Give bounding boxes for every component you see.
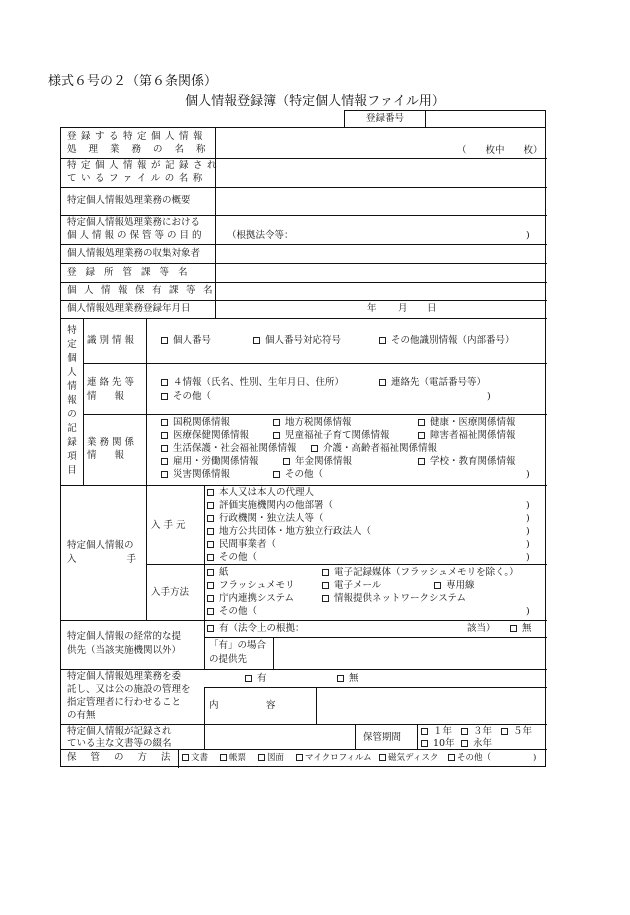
period-permanent[interactable]: 永年 bbox=[461, 738, 492, 750]
legal-basis-close: ) bbox=[526, 230, 530, 241]
date-day: 日 bbox=[427, 303, 437, 314]
method-label: 入手方法 bbox=[151, 587, 190, 598]
option-national-tax[interactable]: 国税関係情報 bbox=[161, 417, 230, 429]
registration-form-table bbox=[60, 127, 546, 767]
documents-label: 特定個人情報が記録され bbox=[67, 726, 172, 737]
source-close-4: ) bbox=[526, 539, 530, 550]
provision-label-2: 供先（当該実施機関以外） bbox=[67, 645, 182, 656]
identification-info-label: 識別情報 bbox=[87, 335, 138, 346]
collection-target-label: 個人情報処理業務の収集対象者 bbox=[67, 248, 201, 259]
sheet-count: （ 枚中 枚） bbox=[457, 145, 543, 156]
option-employment[interactable]: 雇用・労働関係情報 bbox=[161, 456, 259, 468]
retention-period-label: 保管期間 bbox=[363, 732, 402, 743]
outsourcing-label: 特定個人情報処理業務を委 bbox=[67, 671, 182, 682]
registration-date-label: 個人情報処理業務登録年月日 bbox=[67, 303, 191, 314]
source-admin-agency[interactable]: 行政機関・独立法人等（ bbox=[207, 513, 324, 525]
method-other-close: ) bbox=[526, 606, 530, 617]
provision-label: 特定個人情報の経常的な提 bbox=[67, 631, 182, 642]
method-other[interactable]: その他（ bbox=[207, 606, 257, 618]
option-disability-welfare[interactable]: 障害者福祉関係情報 bbox=[418, 430, 516, 442]
storage-microfilm[interactable]: マイクロフィルム bbox=[296, 752, 372, 764]
storage-form[interactable]: 帳票 bbox=[220, 752, 246, 764]
storage-other-close: ) bbox=[533, 753, 537, 763]
outsourcing-yes[interactable]: 有 bbox=[245, 673, 267, 685]
outsourcing-no[interactable]: 無 bbox=[337, 673, 359, 685]
method-electronic-media[interactable]: 電子記録媒体（フラッシュメモリを除く。） bbox=[322, 567, 519, 579]
outsourcing-label-2: 託し、又は公の施設の管理を bbox=[67, 684, 191, 695]
source-close-1: ) bbox=[526, 500, 530, 511]
acquisition-label: 特定個人情報の bbox=[67, 540, 134, 551]
business-name-label-2: 処理業務の名称 bbox=[67, 144, 218, 155]
provision-yes[interactable]: 有（法令上の根拠： bbox=[207, 623, 305, 635]
contact-info-label-2: 情報 bbox=[87, 391, 143, 402]
legal-basis-label: （根拠法令等： bbox=[227, 230, 294, 241]
method-internal-system[interactable]: 庁内連携システム bbox=[207, 593, 294, 605]
record-items-vertical-label: 特定個人情報の記録項目 bbox=[67, 325, 77, 476]
outsourcing-label-3: 指定管理者に行わせること bbox=[67, 697, 182, 708]
purpose-label: 特定個人情報処理業務における bbox=[67, 217, 201, 228]
acquisition-label-2: 入手 bbox=[67, 554, 187, 565]
business-info-label-2: 情報 bbox=[87, 450, 143, 461]
source-close-3: ) bbox=[526, 526, 530, 537]
file-name-label: 特定個人情報が記録され bbox=[67, 160, 222, 171]
method-info-network[interactable]: 情報提供ネットワークシステム bbox=[322, 593, 466, 605]
registering-dept-label: 登録所管課等名 bbox=[67, 267, 197, 278]
option-business-other[interactable]: その他（ bbox=[273, 469, 323, 481]
option-pension[interactable]: 年金関係情報 bbox=[283, 456, 352, 468]
option-disaster[interactable]: 災害関係情報 bbox=[161, 469, 230, 481]
method-dedicated-line[interactable]: 専用線 bbox=[434, 580, 475, 592]
method-email[interactable]: 電子メール bbox=[322, 580, 381, 592]
contact-info-label: 連絡先等 bbox=[87, 377, 138, 388]
storage-document[interactable]: 文書 bbox=[182, 752, 208, 764]
period-3-year[interactable]: ３年 bbox=[461, 726, 492, 738]
business-name-label: 登録する特定個人情報 bbox=[67, 131, 208, 142]
source-close-2: ) bbox=[526, 513, 530, 524]
contact-other-close: ) bbox=[487, 391, 491, 402]
option-medical-health[interactable]: 医療保健関係情報 bbox=[161, 430, 249, 442]
source-private[interactable]: 民間事業者（ bbox=[207, 539, 276, 551]
source-local-gov[interactable]: 地方公共団体・地方独立行政法人（ bbox=[207, 526, 371, 538]
method-paper[interactable]: 紙 bbox=[207, 567, 229, 579]
business-other-close: ) bbox=[526, 469, 530, 480]
option-livelihood-welfare[interactable]: 生活保護・社会福祉関係情報 bbox=[161, 443, 297, 455]
date-year: 年 bbox=[367, 303, 377, 314]
recipient-label: 「有」の場合 bbox=[209, 640, 267, 651]
source-self[interactable]: 本人又は本人の代理人 bbox=[207, 487, 314, 499]
provision-no[interactable]: 無 bbox=[510, 623, 532, 635]
business-info-label: 業務関係 bbox=[87, 437, 138, 448]
period-10-year[interactable]: 10年 bbox=[421, 738, 455, 750]
option-health-medical[interactable]: 健康・医療関係情報 bbox=[418, 417, 516, 429]
recipient-label-2: の提供先 bbox=[209, 654, 248, 665]
registration-number-field[interactable] bbox=[426, 111, 545, 127]
period-1-year[interactable]: １年 bbox=[421, 726, 452, 738]
registration-number-box bbox=[344, 110, 546, 127]
option-child-welfare[interactable]: 児童福祉子育て関係情報 bbox=[273, 430, 390, 442]
source-internal-dept[interactable]: 評価実施機関内の他部署（ bbox=[207, 500, 333, 512]
form-reference: 様式６号の２（第６条関係） bbox=[48, 74, 218, 89]
option-four-info[interactable]: ４情報（氏名、性別、生年月日、住所） bbox=[161, 377, 344, 389]
outsourcing-label-4: の有無 bbox=[67, 710, 96, 721]
source-label: 入手元 bbox=[151, 520, 189, 531]
documents-label-2: ている主な文書等の綴名 bbox=[67, 738, 172, 749]
option-personal-number[interactable]: 個人番号 bbox=[161, 335, 211, 347]
outsourcing-content-label: 内 容 bbox=[209, 700, 276, 711]
period-5-year[interactable]: ５年 bbox=[501, 726, 532, 738]
storage-drawing[interactable]: 図面 bbox=[258, 752, 284, 764]
option-local-tax[interactable]: 地方税関係情報 bbox=[273, 417, 352, 429]
storage-method-label: 保管の方法 bbox=[67, 752, 185, 763]
date-month: 月 bbox=[398, 303, 408, 314]
storage-other[interactable]: その他（ bbox=[448, 752, 491, 764]
holding-dept-label: 個人情報保有課等名 bbox=[67, 285, 221, 296]
option-corresponding-code[interactable]: 個人番号対応符号 bbox=[253, 335, 341, 347]
registration-number-label: 登録番号 bbox=[345, 111, 426, 127]
source-close-5: ) bbox=[526, 552, 530, 563]
form-title: 個人情報登録簿（特定個人情報ファイル用） bbox=[185, 94, 445, 109]
option-contact-other[interactable]: その他（ bbox=[161, 391, 211, 403]
overview-label: 特定個人情報処理業務の概要 bbox=[67, 195, 191, 206]
storage-magnetic-disk[interactable]: 磁気ディスク bbox=[379, 752, 438, 764]
method-flash-memory[interactable]: フラッシュメモリ bbox=[207, 580, 295, 592]
option-elderly-care[interactable]: 介護・高齢者福祉関係情報 bbox=[311, 443, 437, 455]
purpose-label-2: 個人情報の保管等の目的 bbox=[67, 230, 205, 241]
provision-applies: 該当） bbox=[467, 623, 496, 634]
source-other[interactable]: その他（ bbox=[207, 552, 257, 564]
option-school-education[interactable]: 学校・教育関係情報 bbox=[418, 456, 516, 468]
option-other-identification[interactable]: その他識別情報（内部番号） bbox=[379, 335, 515, 347]
file-name-label-2: ているファイルの名称 bbox=[67, 173, 207, 184]
option-contact-phone[interactable]: 連絡先（電話番号等） bbox=[379, 377, 486, 389]
